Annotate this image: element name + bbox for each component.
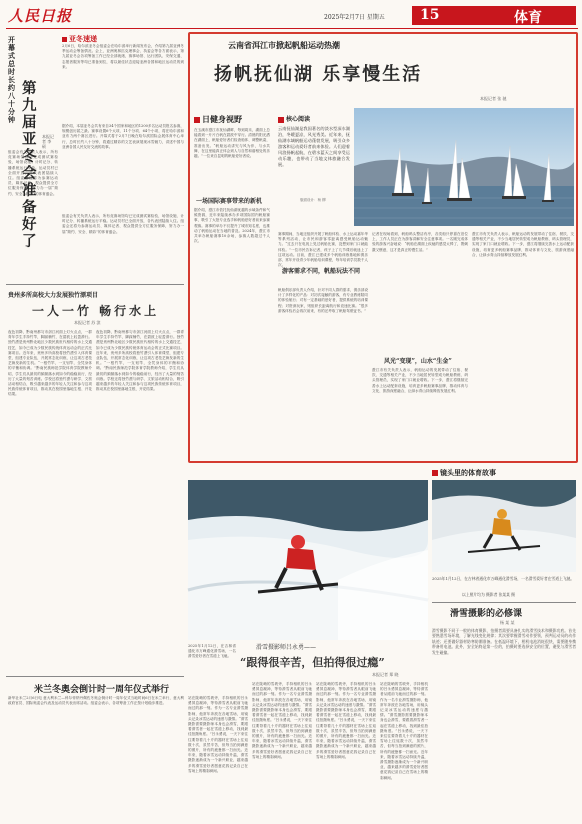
core-reading-text: 云南抚仙湖是我国著名的淡水型深水湖泊，冬暖夏凉，风光秀美。近年来，抚仙湖水域帆船运动蓬勃发展，吸引众多游客和运动爱好者前来体验。人们迎着风浪扬帆起航，在碧水蓝天之间享受运动乐趣，也带动了当地文体旅融合发展。 <box>278 126 350 167</box>
feature-kicker: 云南省洱江市掀起帆船运动热潮 <box>228 40 340 50</box>
photo-credit: 以上照片均为 摄影者 张某某 摄 <box>462 592 515 597</box>
divider <box>6 284 184 285</box>
article-body-1b: 组委会有关负责人表示，所有竞赛场馆均已完成测试赛检验，场馆设施、计时记分、转播系统运行平稳。运动员村已全面开放，各代表团陆续入住。组委会还将为参赛运动员、媒体记者、观众提供全方位服务保障，努力办一届“简约、安全、精彩”的体育盛会。 <box>8 150 58 196</box>
feature2-col1: 站在陡峭的雪坡旁，手持相机的吕永勇屏息凝神，等待滑雪者从眼前飞驰而过的那一刻。作为一名专业滑雪摄影师，他常年奔波在各地雪场，用镜头记录冰雪运动的速度与激情。“滑雪摄影需要摄影师本身也会滑雪，要跟着滑雪者一起在雪道上移动，找到最佳拍摄角度。”吕永勇说，一天下来往往要背着几十斤的器材在雪场上往返数十次，虽然辛苦，但每当拍到满意的照片，所有的疲惫都一扫而光。近年来，随着冰雪运动持续升温，滑雪摄影逐渐成为一个新兴职业，越来越多的滑雪爱好者愿意花钱记录自己在雪场上的精彩瞬间。 <box>188 696 248 773</box>
ski-photo-small <box>432 480 576 572</box>
article-body-3: 组委会有关负责人表示，所有竞赛场馆均已完成测试赛检验，场馆设施、计时记分、转播系统运行平稳。运动员村已全面开放，各代表团陆续入住。组委会还将为参赛运动员、媒体记者、观众提供全方位服务保障，努力办一届“简约、安全、精彩”的体育盛会。 <box>62 214 184 234</box>
feature-col3b-text: 澄江市有关负责人表示，帆船运动的发展带动了住宿、餐饮、交通等相关产业，不少当地居民转型成为帆船教练、码头管理员，实现了家门口就业增收。下一步，澄江将继续完善水上运动配套设施，培育更多帆船赛事品牌，推动体育与文化、旅游深度融合，让绿水青山持续释放发展红利。 <box>372 368 468 393</box>
sec3-title: 米兰冬奥会倒计时一周年仪式举行 <box>34 685 170 695</box>
feature-title: 扬帆抚仙湖 乐享慢生活 <box>214 64 423 85</box>
feature2-col2: 站在陡峭的雪坡旁，手持相机的吕永勇屏息凝神，等待滑雪者从眼前飞驰而过的那一刻。作为一名专业滑雪摄影师，他常年奔波在各地雪场，用镜头记录冰雪运动的速度与激情。“滑雪摄影需要摄影师本身也会滑雪，要跟着滑雪者一起在雪道上移动，找到最佳拍摄角度。”吕永勇说，一天下来往往要背着几十斤的器材在雪场上往返数十次，虽然辛苦，但每当拍到满意的照片，所有的疲惫都一扫而光。近年来，随着冰雪运动持续升温，滑雪摄影逐渐成为一个新兴职业，越来越多的滑雪爱好者愿意花钱记录自己在雪场上的精彩瞬间。 <box>252 682 312 759</box>
article-body-1: 2月6日，哈尔滨亚冬会组委会在哈尔滨举行新闻发布会，介绍第九届亚洲冬季运动会筹备情况。会上，亚洲奥林匹克理事会、执委会等各方面表示，第九届亚冬会各项筹备工作已经全部就绪，赛事场馆、运行团队、安保交通、志愿者服务等均已准备到位，将以最佳状态迎接亚洲各国和地区运动员的到来。 <box>62 44 184 69</box>
divider <box>432 602 576 603</box>
sec2-body-col2: 夜色初降，黔南州都匀市剑江河面上灯火点点，一群青年学生手持竹竿，脚踩楠竹，在碧波上轻盈滑行。独竹漂是贵州黔北地区少数民族世代相传的水上交通技艺，如今已成为少数民族传统体育运动会的正式比赛项目。近年来，贵州多所高校将独竹漂引入体育课堂，组建专业队伍，开展常态化训练，让这项古老技艺焕发新的生机。“一根竹竿，一支划竿，全凭身体的平衡和协调。”黔南民族师范学院体育学院教师介绍，学生们从最初的频频落水到如今的稳稳前行，经历了大量的刻苦训练。学校还将独竹漂与研学、文旅活动相结合，吸引越来越多的年轻人关注和参与这项民族传统体育项目，推动其在校园里落地生根、开花结果。 <box>96 330 184 392</box>
core-reading-heading: 核心阅读 <box>278 114 310 123</box>
feature-subhead-3: 风光“变现”，山水“生金” <box>384 358 452 365</box>
feature-col3-text: 记者在现场看到，帆船码头整洁有序，各类船只停靠在泊位上，工作人员正在为游客讲解安全注意事项。一名刚完成体验的游客兴奋地说：“帆船在湖面上疾驰的感觉太棒了，既刺激又惬意，这才是真正的慢生活。” <box>372 232 468 252</box>
feature-byline-2: 本报记者 郑 晓 <box>372 672 399 677</box>
feature-kicker-2: 滑雪摄影师吕永勇—— <box>256 644 317 651</box>
page-number: 15 <box>420 7 440 23</box>
design-note: 版面设计：杨 柳 <box>300 198 326 202</box>
photo-story-heading: 镜头里的体育故事 <box>432 468 496 478</box>
feature-col2-text: 赛事期间，当地还组织开展了帆船体验、水上运动嘉年华等系列活动，让市民和游客零距离感受帆船运动魅力。“过去只在电视上见过帆船比赛，没想到家门口就能体验。”一位市民告诉记者，孩子上了几节课后就迷上了这项运动。目前，澄江已建成多个帆船训练基地和俱乐部，常年开设青少年帆船培训课程，每年培训学员数千人次。 <box>278 232 368 268</box>
divider <box>6 676 184 677</box>
article-title: 第九届亚冬会准备好了 <box>22 80 37 250</box>
sec2-byline: 本报记者 苏 滨 <box>74 320 101 325</box>
feature-subhead-2: 游客需求不同，帆船玩法不同 <box>282 268 361 275</box>
section-heading-yadong: 亚冬速递 <box>62 34 97 44</box>
feature-col4-text: 澄江市有关负责人表示，帆船运动的发展带动了住宿、餐饮、交通等相关产业，不少当地居民转型成为帆船教练、码头管理员，实现了家门口就业增收。下一步，澄江将继续完善水上运动配套设施，培育更多帆船赛事品牌，推动体育与文化、旅游深度融合，让绿水青山持续释放发展红利。 <box>472 232 574 257</box>
section-marker-icon <box>194 117 200 123</box>
section-marker-icon <box>62 37 67 42</box>
section-marker-icon <box>278 117 284 123</box>
feature2-col4: 站在陡峭的雪坡旁，手持相机的吕永勇屏息凝神，等待滑雪者从眼前飞驰而过的那一刻。作为一名专业滑雪摄影师，他常年奔波在各地雪场，用镜头记录冰雪运动的速度与激情。“滑雪摄影需要摄影师本身也会滑雪，要跟着滑雪者一起在雪道上移动，找到最佳拍摄角度。”吕永勇说，一天下来往往要背着几十斤的器材在雪场上往返数十次，虽然辛苦，但每当拍到满意的照片，所有的疲惫都一扫而光。近年来，随着冰雪运动持续升温，滑雪摄影逐渐成为一个新兴职业，越来越多的滑雪爱好者愿意花钱记录自己在雪场上的精彩瞬间。 <box>380 682 428 780</box>
article-body-2: 据介绍，本届亚冬会共有来自34个国家和地区的1200多名运动员报名参赛，规模创历届之最。赛事设置6个大项、11个分项、64个小项，将在哈尔滨和亚布力两个赛区进行。开幕式将于2月7日晚在哈尔滨国际会展体育中心举行，总时长约八十分钟，将通过精彩的文艺表演展现冰雪魅力，讲述中国与亚洲各国人民友好交流的故事。 <box>62 124 184 149</box>
photo-caption: 2025年1月12日，在吉林省通化市万峰通化滑雪场，一名滑雪爱好者在雪道上飞驰。 <box>432 576 575 581</box>
byline: 本报记者 李 硕 <box>42 134 54 149</box>
header-rule <box>6 28 578 29</box>
issue-date: 2025年2月7日 星期五 <box>324 14 385 21</box>
page-name: 体育 <box>514 10 542 26</box>
sec2-title: 一人一竹 畅行水上 <box>32 304 160 318</box>
sec2-body-col1: 夜色初降，黔南州都匀市剑江河面上灯火点点，一群青年学生手持竹竿，脚踩楠竹，在碧波上轻盈滑行。独竹漂是贵州黔北地区少数民族世代相传的水上交通技艺，如今已成为少数民族传统体育运动会的正式比赛项目。近年来，贵州多所高校将独竹漂引入体育课堂，组建专业队伍，开展常态化训练，让这项古老技艺焕发新的生机。“一根竹竿，一支划竿，全凭身体的平衡和协调。”黔南民族师范学院体育学院教师介绍，学生们从最初的频频落水到如今的稳稳前行，经历了大量的刻苦训练。学校还将独竹漂与研学、文旅活动相结合，吸引越来越多的年轻人关注和参与这项民族传统体育项目，推动其在校园里落地生根、开花结果。 <box>8 330 92 397</box>
photo-caption-left: 2025年1月12日，在吉林省通化市万峰通化滑雪场，一名滑雪爱好者在雪道上飞驰。 <box>188 644 236 659</box>
sec2-kicker: 贵州多所高校大力发展独竹漂项目 <box>8 292 99 299</box>
sidebar-body: 滑雪摄影不同于一般的体育摄影，拍摄者需要具备扎实的滑雪技术和摄影功底。首先要熟悉雪场环境，了解光线变化规律；其次要掌握滑雪动作要领，预判运动员的动作轨迹；还要做好器材防寒防潮准备。在低温环境下，相机电池消耗很快，需要随身携带备用电池。此外，安全始终是第一位的，拍摄时要选择安全的位置，避免与滑雪者发生碰撞。 <box>432 628 576 655</box>
feature-byline: 本报记者 张 驰 <box>480 96 507 101</box>
feature-title-2: “跟得很辛苦，但拍得很过瘾” <box>240 656 385 669</box>
sailing-photo <box>354 108 574 226</box>
feature-col1b-text: 据介绍，澄江市依托抚仙湖优越的水域条件和气候资源，近年来陆续承办多项国际国内帆船赛事，吸引了大批专业选手和帆船爱好者前来参赛观赛。赛事的举办不仅提升了城市知名度，也推动了帆船运动在当地的普及。2024年，澄江市共举办帆船赛事10余场，参赛人数超过千人次。 <box>194 208 270 244</box>
feature-col1-text: 在玉溪市澄江市抚仙湖畔，每到周末，湖面上总能看到一片片白帆在碧波中穿行。清晨的阳光洒在湖面上，帆船爱好者们检查船体、调整帆索，准备出发。“帆船运动讲究与风为伴，与水共舞，在这里能真正体会到人与自然和谐相处的乐趣。”一位来自昆明的帆船爱好者说。 <box>194 128 270 159</box>
sidebar-byline: 杨 某 某 <box>500 620 515 625</box>
feature-section-heading: 日健身视野 <box>194 114 242 125</box>
section-marker-icon <box>432 470 438 476</box>
ski-photo-large <box>188 480 428 640</box>
newspaper-logo: 人民日报 <box>8 7 73 25</box>
article-kicker: 开幕式总时长约八十分钟 <box>8 35 15 124</box>
sec3-body: 新华社米兰2月6日电 意大利米兰—科尔蒂纳丹佩佐冬奥会倒计时一周年仪式当地时间6日在米兰举行，意大利政府官员、国际奥委会代表及运动员代表出席活动。组委会表示，各项筹备工作正按计划稳步推进。 <box>8 696 184 706</box>
feature-subhead-1: 一场国际赛事带来的新机 <box>196 198 263 205</box>
feature2-col3: 站在陡峭的雪坡旁，手持相机的吕永勇屏息凝神，等待滑雪者从眼前飞驰而过的那一刻。作为一名专业滑雪摄影师，他常年奔波在各地雪场，用镜头记录冰雪运动的速度与激情。“滑雪摄影需要摄影师本身也会滑雪，要跟着滑雪者一起在雪道上移动，找到最佳拍摄角度。”吕永勇说，一天下来往往要背着几十斤的器材在雪场上往返数十次，虽然辛苦，但每当拍到满意的照片，所有的疲惫都一扫而光。近年来，随着冰雪运动持续升温，滑雪摄影逐渐成为一个新兴职业，越来越多的滑雪爱好者愿意花钱记录自己在雪场上的精彩瞬间。 <box>316 682 376 759</box>
feature-col2b-text: 帆船俱乐部负责人介绍，针对不同人群的需求，俱乐部设计了多样化的产品：对初次接触的游客，有专业教练陪同的体验航行；对有一定基础的爱好者，提供系统的培训课程；对资深玩家，则组织长距离航行和竞速比赛。“很多游客体验后会再次前来，有的还考取了帆船驾驶证书。” <box>278 288 368 313</box>
sidebar-title: 滑雪摄影的必修课 <box>450 609 523 619</box>
